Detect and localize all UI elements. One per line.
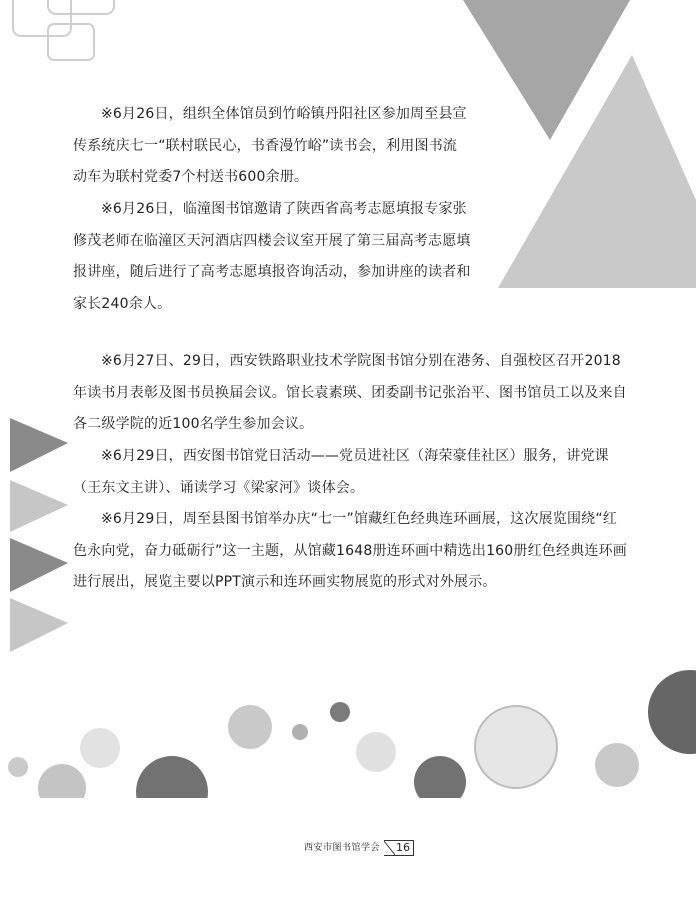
page-footer xyxy=(300,839,414,857)
page-number: 16 xyxy=(384,840,414,856)
paragraph-5: ※6月29日，周至县图书馆举办庆“七一”馆藏红色经典连环画展，这次展览围绕“红色永向党，奋力砥砺行”这一主题，从馆藏1648册连环画中精选出160册红色经典连环画进行展出，展览主要以PPT演示和连环画实物展览的形式对外展示。 xyxy=(73,511,628,590)
decorative-triangles-left xyxy=(0,410,80,660)
paragraph-1: ※6月26日，组织全体馆员到竹峪镇丹阳社区参加周至县宣传系统庆七一“联村联民心，书香漫竹峪”读书会，利用图书流动车为联村党委7个村送书600余册。 xyxy=(73,106,467,185)
paragraph-3: ※6月27日、29日，西安铁路职业技术学院图书馆分别在港务、自强校区召开2018年读书月表彰及图书员换届会议。馆长袁素瑛、团委副书记张治平、图书馆员工以及来自各二级学院的近100名学生参加会议。 xyxy=(73,353,627,432)
paragraph-2: ※6月26日，临潼图书馆邀请了陕西省高考志愿填报专家张修茂老师在临潼区天河酒店四楼会议室开展了第三届高考志愿填报讲座，随后进行了高考志愿填报咨询活动，参加讲座的读者和家长240余人。 xyxy=(73,201,471,312)
paragraph-4: ※6月29日，西安图书馆党日活动——党员进社区（海荣豪佳社区）服务，讲党课（王东文主讲）、诵读学习《梁家河》谈体会。 xyxy=(73,448,609,496)
footer-slash-divider xyxy=(384,840,396,856)
decorative-rounded-squares xyxy=(0,0,130,70)
decorative-triangles-top-right xyxy=(460,0,696,290)
footer-organization: 西安市图书馆学会 xyxy=(304,843,381,853)
decorative-circles-bottom xyxy=(0,660,696,800)
